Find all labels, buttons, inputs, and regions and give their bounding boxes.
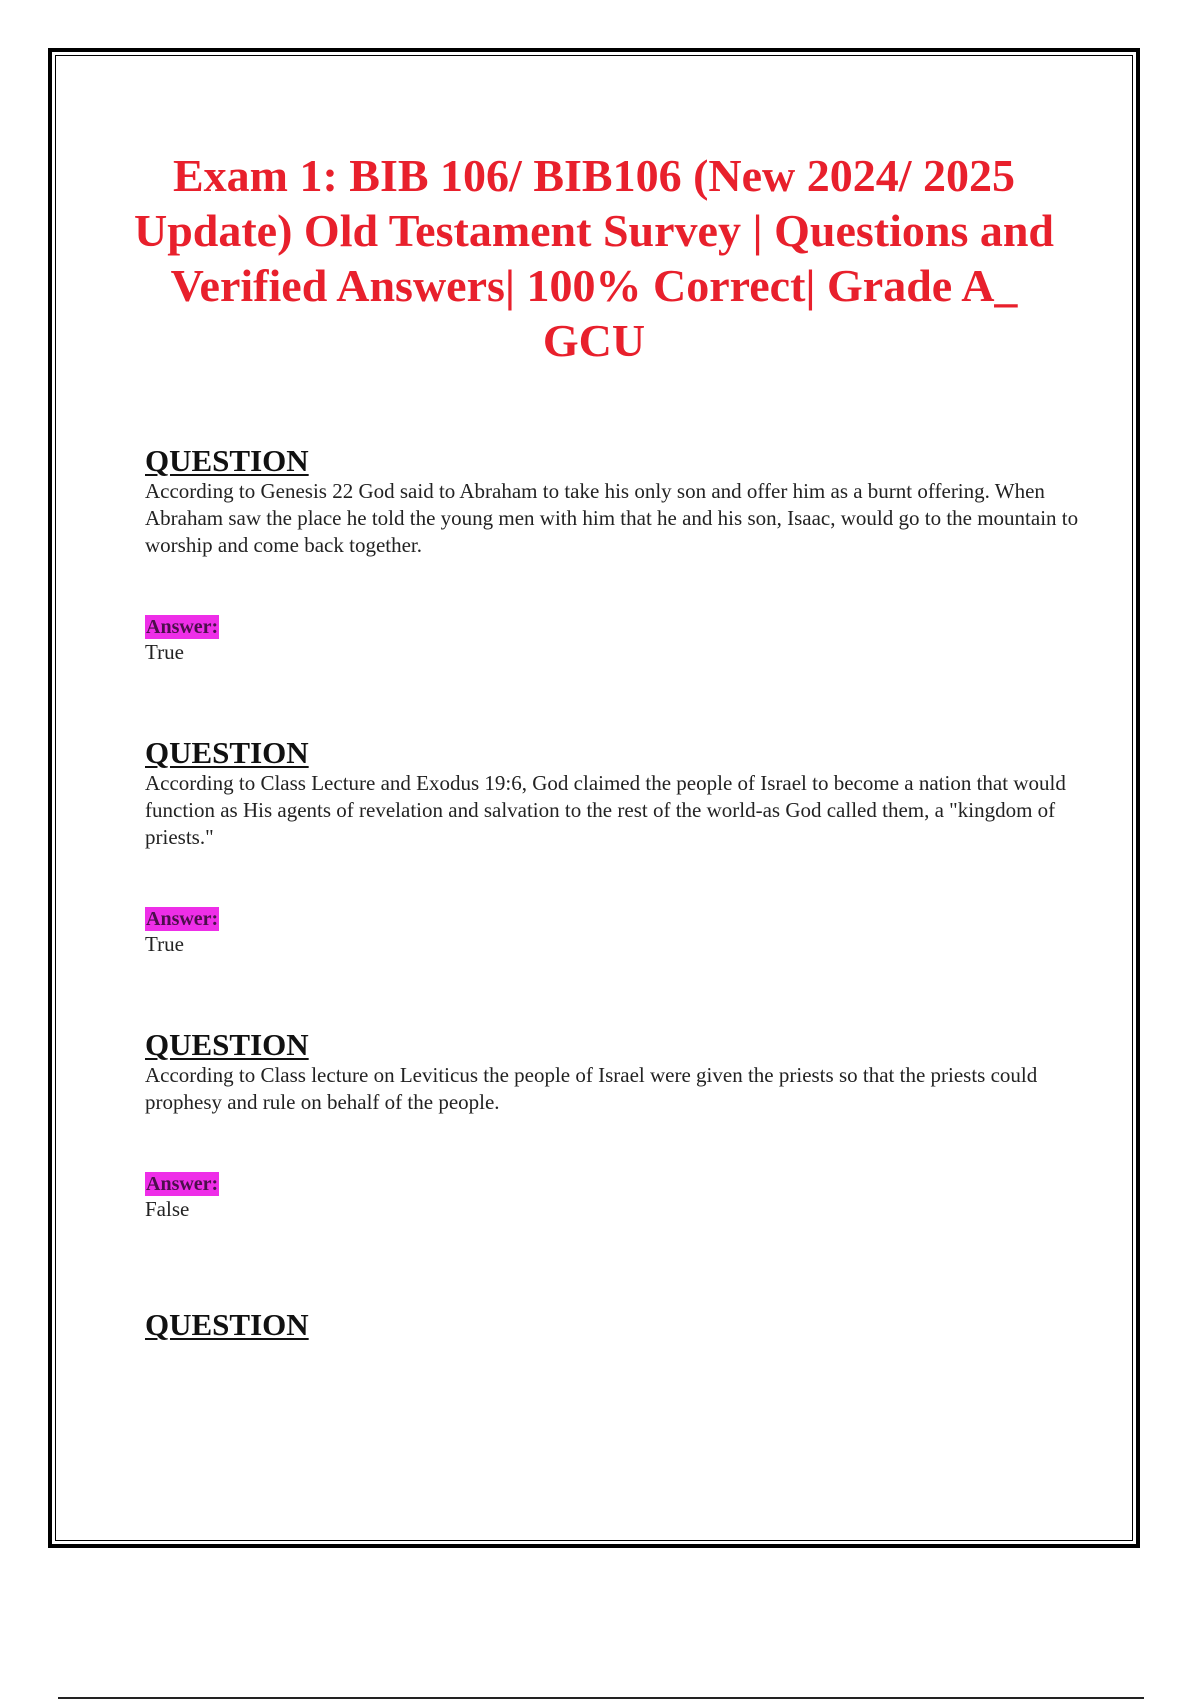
page-border (48, 48, 1140, 1548)
question-heading: QUESTION (145, 1027, 309, 1062)
question-block-2 (145, 736, 1085, 958)
question-block-1 (145, 444, 1085, 666)
question-block-4 (145, 1308, 1085, 1342)
question-text (145, 478, 1085, 559)
question-text (145, 1062, 1085, 1116)
answer-label: Answer: (146, 908, 219, 930)
answer-value: False (145, 1197, 190, 1221)
question-block-3 (145, 1028, 1085, 1223)
answer-value: True (145, 932, 184, 956)
answer-label: Answer: (146, 616, 219, 638)
question-body: According to Genesis 22 God said to Abraham to take his only son and offer him as a burnt offering. When Abraham saw the place he told the young men with him that he and his son, Isaac, would go to the mountain to worship and come back together. (145, 479, 1079, 557)
document-title: Exam 1: BIB 106/ BIB106 (New 2024/ 2025 Update) Old Testament Survey | Questions and Verified Answers| 100% Correct| Grade A_ GCU (133, 150, 1055, 366)
answer-value: True (145, 640, 184, 664)
question-body: According to Class lecture on Leviticus the people of Israel were given the priests so that the priests could prophesy and rule on behalf of the people. (145, 1063, 1038, 1114)
footer-divider (58, 1697, 1144, 1699)
question-body: According to Class Lecture and Exodus 19:6, God claimed the people of Israel to become a nation that would function as His agents of revelation and salvation to the rest of the world-as God called them, a "kingdom of priests." (145, 771, 1066, 849)
question-heading: QUESTION (145, 443, 309, 478)
question-heading: QUESTION (145, 735, 309, 770)
question-text (145, 770, 1085, 851)
answer-label: Answer: (146, 1173, 219, 1195)
question-heading: QUESTION (145, 1307, 309, 1342)
page-content (55, 55, 1133, 1541)
